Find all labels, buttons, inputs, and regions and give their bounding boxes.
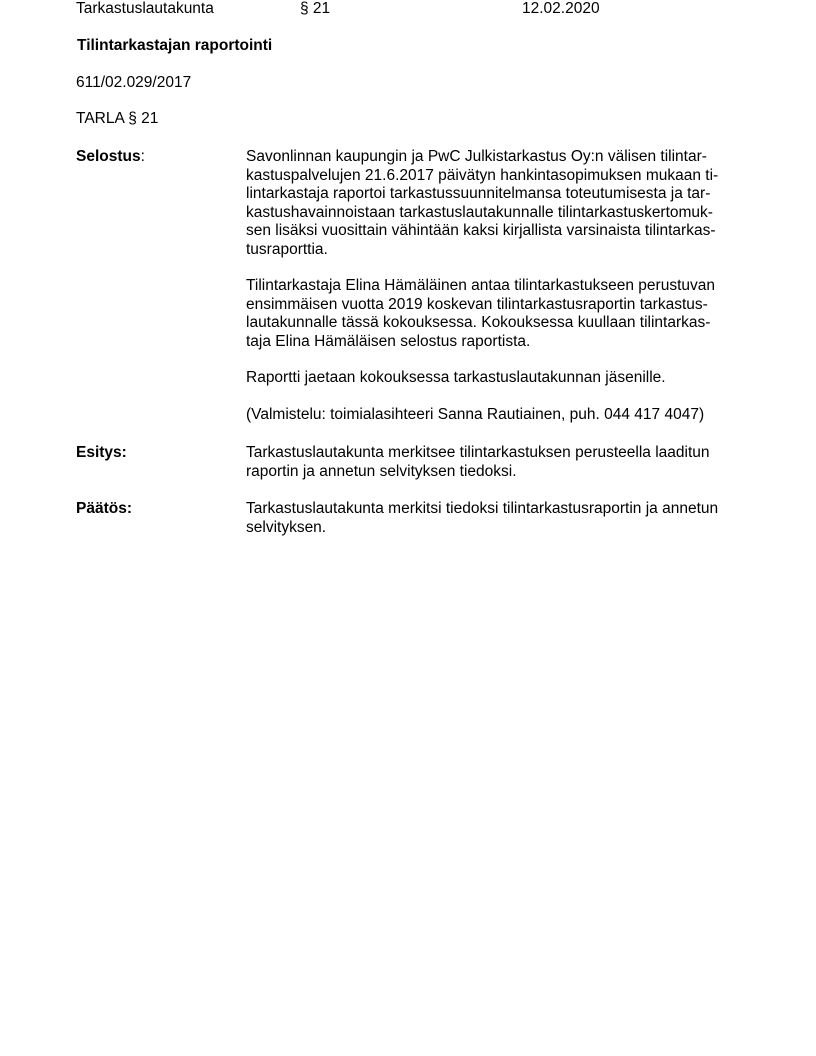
selostus-label-text: Selostus — [76, 148, 141, 165]
header-date: 12.02.2020 — [522, 0, 600, 17]
text-line: lautakunnalle tässä kokouksessa. Kokouksessa kuullaan tilintarkas- — [246, 314, 711, 331]
text-line: ensimmäisen vuotta 2019 koskevan tilintarkastusraportin tarkastus- — [246, 295, 708, 313]
selostus-paragraph-2 — [246, 277, 746, 351]
text-line: tusraporttia. — [246, 240, 328, 258]
text-line: Raportti jaetaan kokouksessa tarkastuslautakunnan jäsenille. — [246, 369, 666, 386]
selostus-paragraph-1 — [246, 148, 746, 259]
text-line: Savonlinnan kaupungin ja PwC Julkistarkastus Oy:n välisen tilintar- — [246, 148, 707, 165]
esitys-label — [76, 444, 127, 462]
esitys-text — [246, 444, 746, 481]
text-line: kastuspalvelujen 21.6.2017 päivätyn hankintasopimuksen mukaan ti- — [246, 166, 719, 184]
text-line: Tarkastuslautakunta merkitsi tiedoksi tilintarkastusraportin ja annetun — [246, 500, 719, 517]
paatos-label-text: Päätös: — [76, 500, 132, 517]
text-line: taja Elina Hämäläisen selostus raportista. — [246, 332, 531, 350]
diary-number: 611/02.029/2017 — [76, 74, 192, 91]
text-line: kastushavainnoistaan tarkastuslautakunnalle tilintarkastuskertomuk- — [246, 203, 713, 221]
paatos-text — [246, 500, 746, 537]
text-line: raportin ja annetun selvityksen tiedoksi. — [246, 462, 517, 480]
text-line: (Valmistelu: toimialasihteeri Sanna Rautiainen, puh. 044 417 4047) — [246, 406, 705, 423]
text-line: Tarkastuslautakunta merkitsee tilintarkastuksen perusteella laaditun — [246, 444, 710, 461]
text-line: lintarkastaja raportoi tarkastussuunnitelmansa toteutumisesta ja tar- — [246, 185, 711, 202]
item-title: Tilintarkastajan raportointi — [77, 37, 273, 54]
text-line: selvityksen. — [246, 518, 327, 536]
selostus-paragraph-4 — [246, 406, 746, 425]
paatos-label — [76, 500, 132, 518]
header-section: § 21 — [300, 0, 331, 17]
selostus-label-suffix: : — [140, 148, 145, 165]
header-organization: Tarkastuslautakunta — [76, 0, 214, 17]
selostus-paragraph-3 — [246, 369, 746, 388]
reference-line: TARLA § 21 — [76, 110, 159, 127]
selostus-label — [76, 148, 145, 166]
esitys-label-text: Esitys: — [76, 444, 127, 461]
text-line: Tilintarkastaja Elina Hämäläinen antaa tilintarkastukseen perustuvan — [246, 277, 715, 294]
text-line: sen lisäksi vuosittain vähintään kaksi kirjallista varsinaista tilintarkas- — [246, 222, 716, 239]
